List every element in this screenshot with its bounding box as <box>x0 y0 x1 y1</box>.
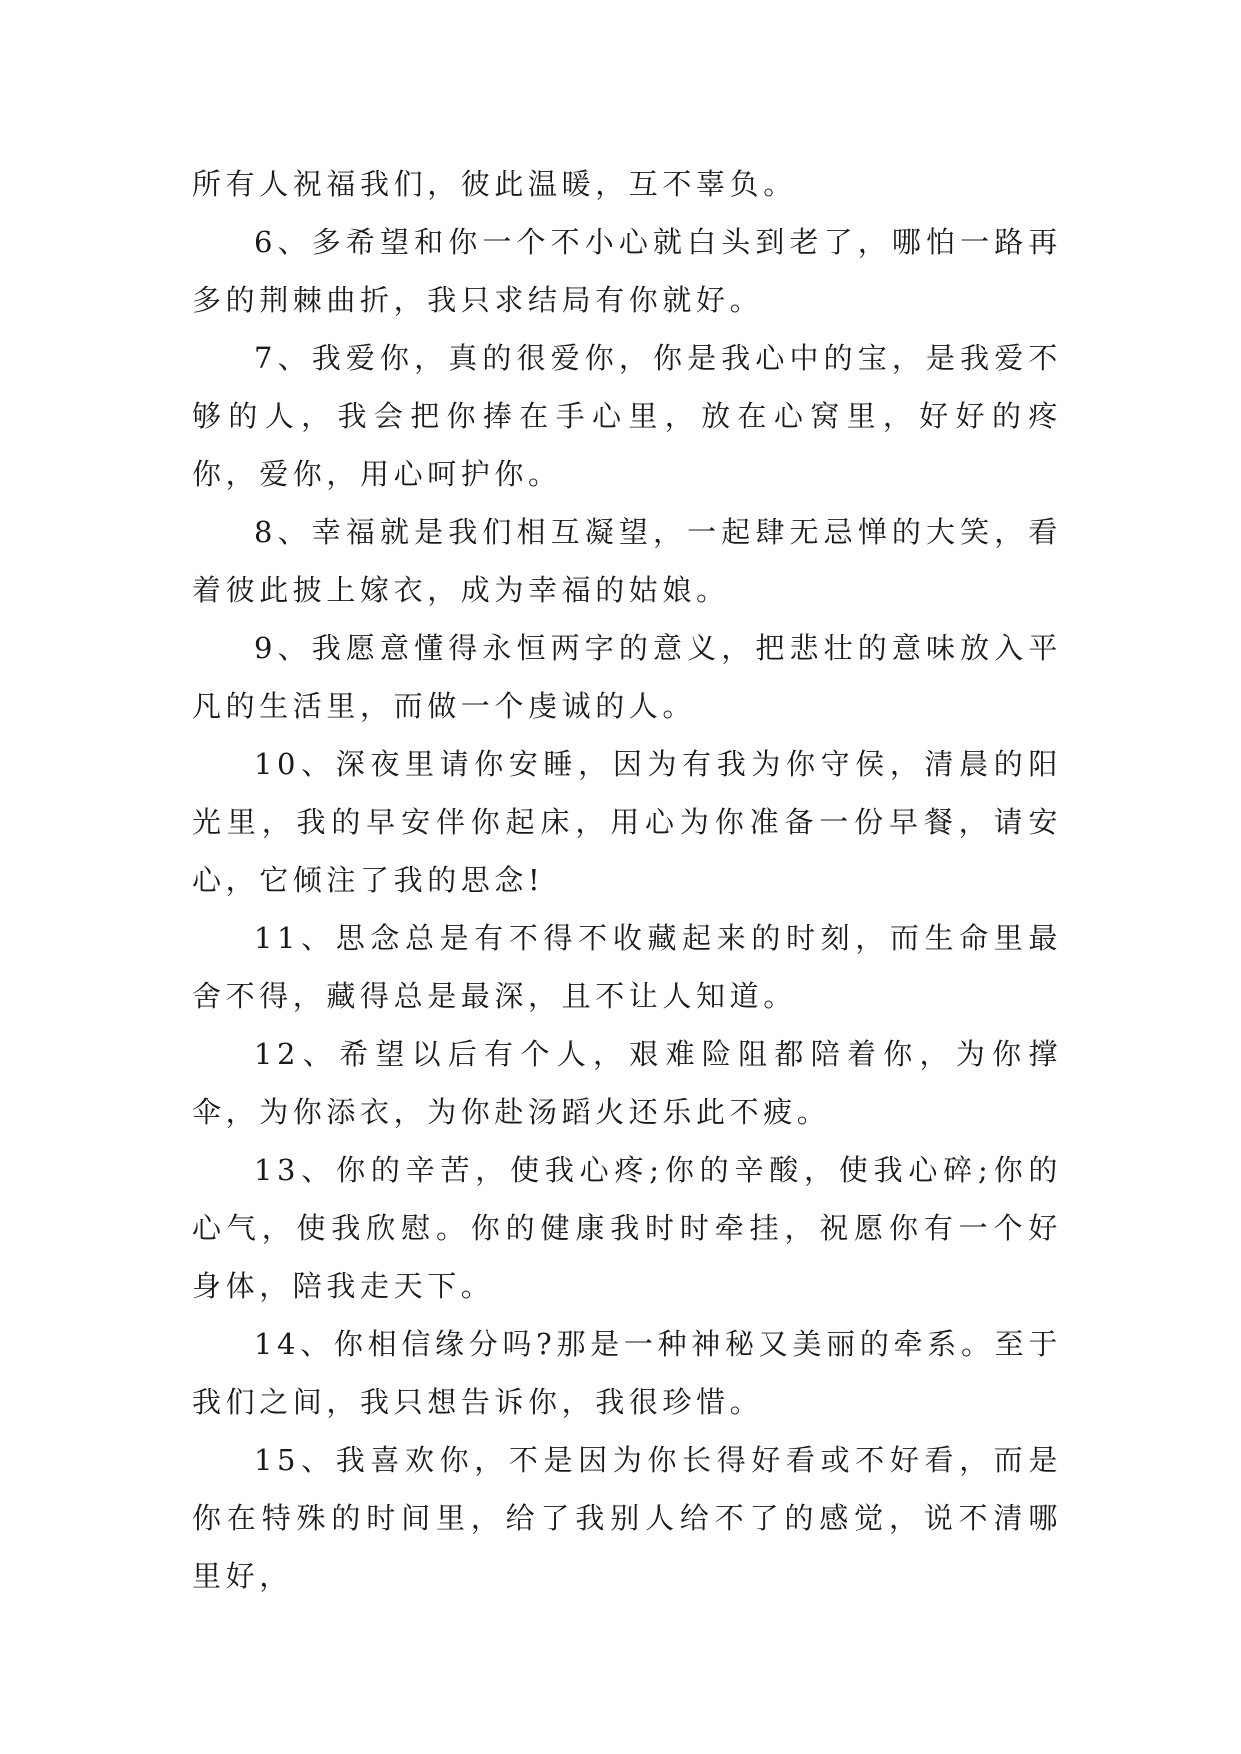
paragraph-item-7: 7、我爱你，真的很爱你，你是我心中的宝，是我爱不够的人，我会把你捧在手心里，放在心窝里，好好的疼你，爱你，用心呵护你。 <box>192 341 1062 491</box>
paragraph-item-13: 13、你的辛苦，使我心疼;你的辛酸，使我心碎;你的心气，使我欣慰。你的健康我时时牵挂，祝愿你有一个好身体，陪我走天下。 <box>192 1153 1062 1303</box>
paragraph-item-15: 15、我喜欢你，不是因为你长得好看或不好看，而是你在特殊的时间里，给了我别人给不了的感觉，说不清哪里好， <box>192 1443 1062 1593</box>
paragraph-item-8: 8、幸福就是我们相互凝望，一起肆无忌惮的大笑，看着彼此披上嫁衣，成为幸福的姑娘。 <box>192 515 1062 607</box>
document-body <box>192 155 1062 1605</box>
paragraph-item-10: 10、深夜里请你安睡，因为有我为你守侯，清晨的阳光里，我的早安伴你起床，用心为你准备一份早餐，请安心，它倾注了我的思念! <box>192 747 1062 897</box>
paragraph-item-9: 9、我愿意懂得永恒两字的意义，把悲壮的意味放入平凡的生活里，而做一个虔诚的人。 <box>192 631 1062 723</box>
paragraph-item-6: 6、多希望和你一个不小心就白头到老了，哪怕一路再多的荆棘曲折，我只求结局有你就好。 <box>192 225 1062 317</box>
paragraph-continuation: 所有人祝福我们，彼此温暖，互不辜负。 <box>192 167 797 201</box>
paragraph-item-12: 12、希望以后有个人，艰难险阻都陪着你，为你撑伞，为你添衣，为你赴汤蹈火还乐此不疲。 <box>192 1037 1062 1129</box>
paragraph-item-11: 11、思念总是有不得不收藏起来的时刻，而生命里最舍不得，藏得总是最深，且不让人知道。 <box>192 921 1062 1013</box>
paragraph-item-14: 14、你相信缘分吗?那是一种神秘又美丽的牵系。至于我们之间，我只想告诉你，我很珍惜。 <box>192 1327 1062 1419</box>
